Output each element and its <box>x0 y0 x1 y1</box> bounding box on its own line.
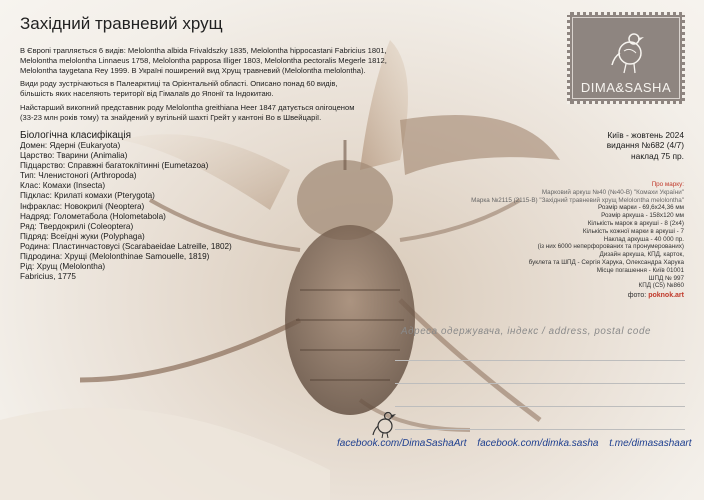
classification-item: Родина: Пластинчастовусі (Scarabaeidae Latreille, 1802) <box>20 241 232 251</box>
address-label: Адреса одержувача, індекс / address, postal code <box>401 326 652 337</box>
bird-icon <box>608 23 648 75</box>
stamp-info <box>471 181 684 290</box>
intro-paragraph <box>20 46 400 76</box>
logo-text: DIMA&SASHA <box>580 80 672 95</box>
classification-item: Тип: Членистоногі (Arthropoda) <box>20 171 137 181</box>
stamp-info-line: ШПД № 997 <box>648 274 684 282</box>
edition-line: Київ - жовтень 2024 <box>607 130 684 140</box>
paragraph-line: Melolontha taygetana Rey 1999. В Україні поширений вид Хрущ травневий (Melolontha melolontha). <box>20 66 366 75</box>
photo-credit-label: фото: <box>627 292 647 299</box>
stamp-info-line: Місце погашення - Київ 01001 <box>596 266 684 274</box>
fossil-paragraph <box>20 103 400 123</box>
paragraph-line: Види роду зустрічаються в Палеарктиці та Орієнтальній області. Описано понад 60 видів, <box>20 79 338 88</box>
classification-item: Підродина: Хрущі (Melolonthinae Samouelle, 1819) <box>20 252 210 262</box>
stamp-info-line: Марковий аркуш №40 (№40-В) "Комахи України" <box>541 188 684 196</box>
classification-item: Ряд: Твердокрилі (Coleoptera) <box>20 221 134 231</box>
address-line[interactable] <box>395 406 685 407</box>
classification-item: Інфраклас: Новокрилі (Neoptera) <box>20 201 145 211</box>
paragraph-line: (33-23 млн років тому) та знайдений у вугільній шахті Грейт у кантоні Во в Швейцарії. <box>20 113 322 122</box>
paragraph-line: Найстарший викопний представник роду Melolontha greithiana Heer 1847 датується олігоценом <box>20 103 355 112</box>
stamp-info-heading: Про марку: <box>651 181 684 188</box>
stamp-info-line: Розмір аркуша - 158х120 мм <box>601 212 684 220</box>
classification-item: Клас: Комахи (Insecta) <box>20 181 106 191</box>
edition-line: видання №682 (4/7) <box>606 140 684 151</box>
stamp-info-line: КПД (С5) №860 <box>638 282 684 290</box>
address-line[interactable] <box>395 429 685 430</box>
facebook-link[interactable]: facebook.com/dimka.sasha <box>477 438 599 449</box>
address-line[interactable] <box>395 383 685 384</box>
stamp-info-line: (із них 6000 неперфорованих та пронумерованих) <box>537 243 684 251</box>
stamp-info-line: Кількість кожної марки в аркуші - 7 <box>582 227 684 235</box>
address-line[interactable] <box>395 360 685 361</box>
classification-list <box>20 141 320 282</box>
stamp-info-line: Розмір марки - 69,6х24,36 мм <box>598 204 684 212</box>
footer-links <box>337 438 700 449</box>
classification-item: Царство: Тварини (Animalia) <box>20 151 128 161</box>
page-title: Західний травневий хрущ <box>20 14 223 33</box>
edition-line: наклад 75 пр. <box>631 150 684 161</box>
stamp-info-line: Марка №2115 (2115-В) "Західний травневий хрущ Melolontha melolontha" <box>471 196 684 204</box>
stamp-info-line: Наклад аркуша - 40 000 пр. <box>603 235 684 243</box>
stamp-info-line: Дизайн аркуша, КПД, карток, <box>599 251 684 259</box>
bird-icon <box>370 408 398 438</box>
stamp-info-line: буклета та ШПД - Сергія Харука, Олександра Харука <box>528 258 684 266</box>
classification-item: Домен: Ядерні (Eukaryota) <box>20 141 121 150</box>
classification-item: Fabricius, 1775 <box>20 272 76 282</box>
classification-block <box>20 130 320 282</box>
photo-credit-site[interactable]: poknok.art <box>648 292 684 299</box>
brand-logo <box>567 12 685 104</box>
telegram-link[interactable]: t.me/dimasashaart <box>609 438 692 449</box>
classification-title: Біологічна класифікація <box>20 130 132 141</box>
stamp-info-line: Кількість марок в аркуші - 8 (2х4) <box>587 219 684 227</box>
facebook-link[interactable]: facebook.com/DimaSashaArt <box>337 438 467 449</box>
photo-credit <box>628 292 684 299</box>
classification-item: Рід: Хрущ (Melolontha) <box>20 262 106 272</box>
range-paragraph <box>20 79 400 99</box>
edition-info <box>607 130 684 161</box>
classification-item: Підклас: Крилаті комахи (Pterygota) <box>20 191 155 201</box>
paragraph-line: більшість яких населяють території від Гімалаїв до Японії та Індокитаю. <box>20 89 274 98</box>
paragraph-line: В Європі трапляється 6 видів: Melolontha albida Frivaldszky 1835, Melolontha hippocastani Fabricius 1801, <box>20 46 387 55</box>
classification-item: Підцарство: Справжні багатоклітинні (Eumetazoa) <box>20 161 209 171</box>
classification-item: Надряд: Голометабола (Holometabola) <box>20 211 166 221</box>
paragraph-line: Melolontha melolontha Linnaeus 1758, Melolontha papposa Illiger 1803, Melolontha pectoralis Megerle 1812, <box>20 56 387 65</box>
classification-item: Підряд: Всеїдні жуки (Polyphaga) <box>20 231 145 241</box>
